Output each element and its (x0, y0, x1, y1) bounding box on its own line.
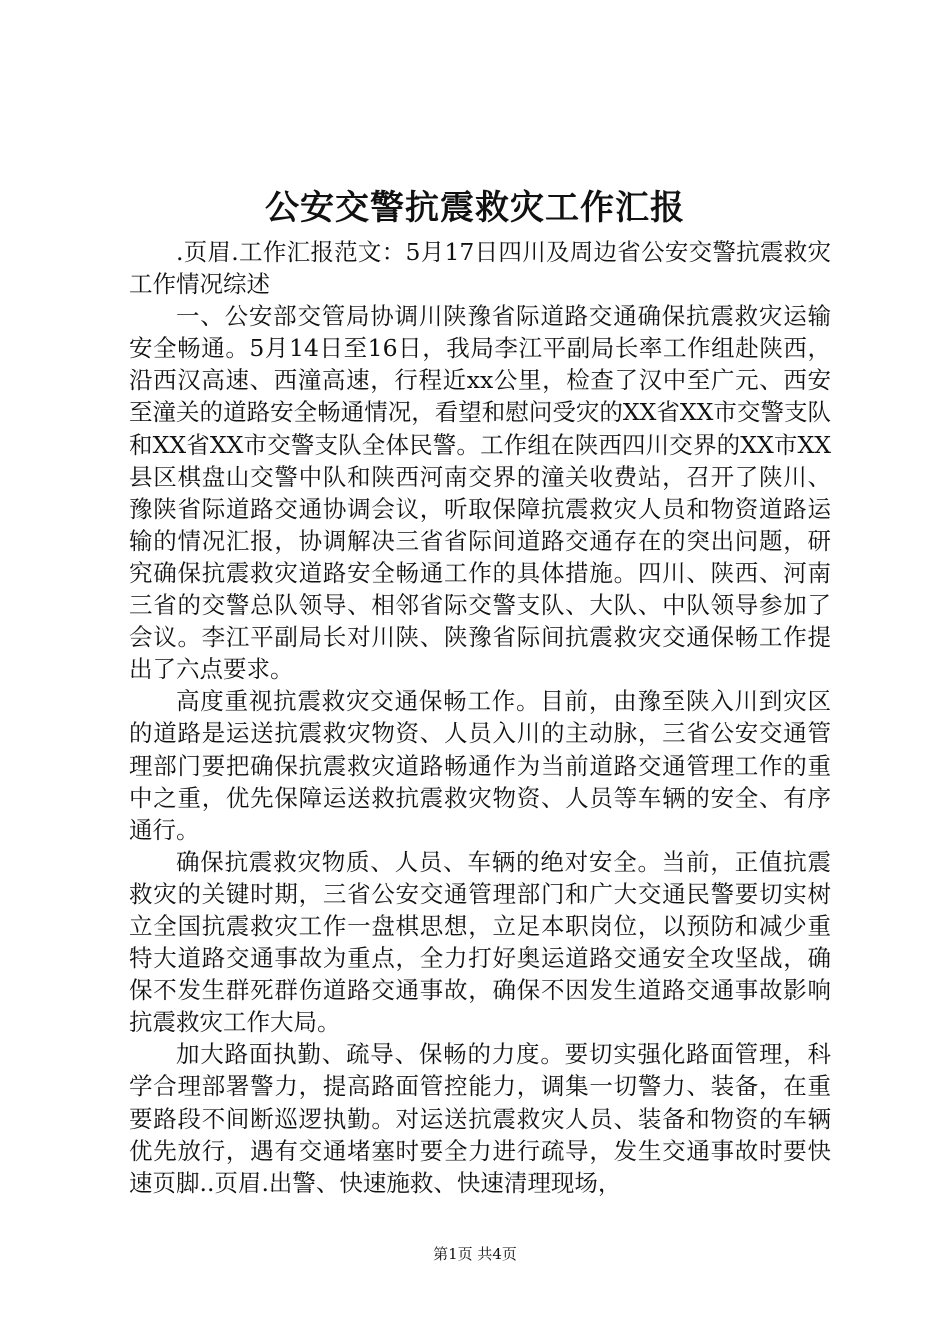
paragraph-safety: 确保抗震救灾物质、人员、车辆的绝对安全。当前，正值抗震救灾的关键时期，三省公安交通管理部门和广大交通民警要切实树立全国抗震救灾工作一盘棋思想，立足本职岗位，以预防和减少重特大道路交通事故为重点，全力打好奥运道路交通安全攻坚战，确保不发生群死群伤道路交通事故，确保不因发生道路交通事故影响抗震救灾工作大局。 (129, 847, 831, 1037)
page-footer: 第1页 共4页 (433, 1245, 517, 1263)
document-body (129, 236, 831, 1199)
paragraph-intro: .页眉.工作汇报范文：5月17日四川及周边省公安交警抗震救灾工作情况综述 (129, 238, 831, 299)
paragraph-traffic-priority: 高度重视抗震救灾交通保畅工作。目前，由豫至陕入川到灾区的道路是运送抗震救灾物资、人员入川的主动脉，三省公安交通管理部门要把确保抗震救灾道路畅通作为当前道路交通管理工作的重中之重，优先保障运送救抗震救灾物资、人员等车辆的安全、有序通行。 (129, 687, 831, 844)
paragraph-section-one: 一、公安部交管局协调川陕豫省际道路交通确保抗震救灾运输安全畅通。5月14日至16日，我局李江平副局长率工作组赴陕西，沿西汉高速、西潼高速，行程近xx公里，检查了汉中至广元、西安至潼关的道路安全畅通情况，看望和慰问受灾的XX省XX市交警支队和XX省XX市交警支队全体民警。工作组在陕西四川交界的XX市XX县区棋盘山交警中队和陕西河南交界的潼关收费站，召开了陕川、豫陕省际道路交通协调会议，听取保障抗震救灾人员和物资道路运输的情况汇报，协调解决三省省际间道路交通存在的突出问题，研究确保抗震救灾道路安全畅通工作的具体措施。四川、陕西、河南三省的交警总队领导、相邻省际交警支队、大队、中队领导参加了会议。李江平副局长对川陕、陕豫省际间抗震救灾交通保畅工作提出了六点要求。 (129, 302, 831, 684)
paragraph-road-patrol: 加大路面执勤、疏导、保畅的力度。要切实强化路面管理，科学合理部署警力，提高路面管控能力，调集一切警力、装备，在重要路段不间断巡逻执勤。对运送抗震救灾人员、装备和物资的车辆优先放行，遇有交通堵塞时要全力进行疏导，发生交通事故时要快速页脚..页眉.出警、快速施救、快速清理现场， (129, 1040, 831, 1197)
document-title: 公安交警抗震救灾工作汇报 (265, 188, 685, 228)
